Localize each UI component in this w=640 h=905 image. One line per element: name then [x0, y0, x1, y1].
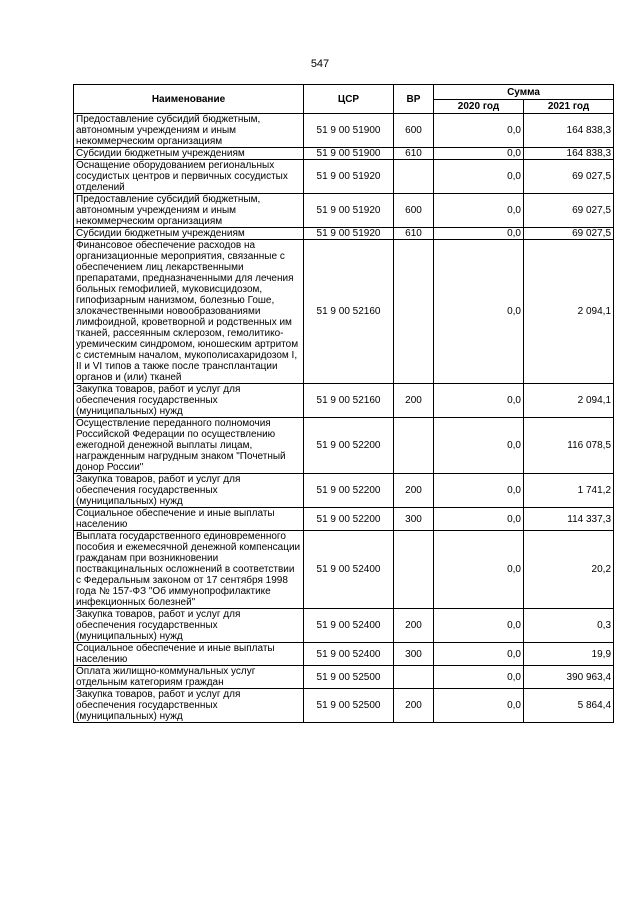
cell-vr: 200 [394, 689, 434, 723]
cell-vr: 200 [394, 474, 434, 508]
table-row [74, 160, 614, 194]
header-name: Наименование [74, 85, 304, 114]
cell-csr: 51 9 00 52200 [304, 474, 394, 508]
header-sum: Сумма [434, 85, 614, 100]
cell-csr: 51 9 00 52160 [304, 384, 394, 418]
table-row [74, 240, 614, 384]
table-row [74, 384, 614, 418]
cell-name: Осуществление переданного полномочия Российской Федерации по осуществлению ежегодной денежной выплаты лицам, награжденным нагрудным знаком "Почетный донор России" [74, 418, 304, 474]
cell-csr: 51 9 00 51900 [304, 148, 394, 160]
cell-vr: 600 [394, 114, 434, 148]
cell-vr: 610 [394, 148, 434, 160]
page-number: 547 [310, 58, 330, 70]
cell-2020: 0,0 [434, 508, 524, 531]
cell-2021: 19,9 [524, 643, 614, 666]
cell-vr: 300 [394, 508, 434, 531]
cell-2020: 0,0 [434, 418, 524, 474]
cell-name: Закупка товаров, работ и услуг для обеспечения государственных (муниципальных) нужд [74, 474, 304, 508]
cell-2021: 164 838,3 [524, 114, 614, 148]
cell-name: Закупка товаров, работ и услуг для обеспечения государственных (муниципальных) нужд [74, 384, 304, 418]
cell-2021: 2 094,1 [524, 240, 614, 384]
cell-csr: 51 9 00 51900 [304, 114, 394, 148]
budget-table [73, 84, 614, 723]
header-csr: ЦСР [304, 85, 394, 114]
table-row [74, 666, 614, 689]
cell-csr: 51 9 00 52400 [304, 531, 394, 609]
table-row [74, 228, 614, 240]
cell-2020: 0,0 [434, 666, 524, 689]
cell-2021: 5 864,4 [524, 689, 614, 723]
cell-csr: 51 9 00 52200 [304, 418, 394, 474]
cell-vr [394, 531, 434, 609]
cell-vr: 200 [394, 609, 434, 643]
cell-vr: 600 [394, 194, 434, 228]
header-vr: ВР [394, 85, 434, 114]
table-row [74, 609, 614, 643]
cell-2020: 0,0 [434, 148, 524, 160]
cell-2021: 0,3 [524, 609, 614, 643]
cell-2021: 164 838,3 [524, 148, 614, 160]
cell-2020: 0,0 [434, 689, 524, 723]
header-2020: 2020 год [434, 100, 524, 114]
cell-name: Финансовое обеспечение расходов на организационные мероприятия, связанные с обеспечением лиц лекарственными препаратами, предназначенными для лечения больных гемофилией, муковисцидозом, гипофизарным нанизмом, болезнью Гоше, злокачественными новообразованиями лимфоидной, кроветворной и родственных им тканей, рассеянным склерозом, гемолитико-уремическим синдромом, юношеским артритом с системным началом, мукополисахаридозом I, II и VI типов а также после трансплантации органов и (или) тканей [74, 240, 304, 384]
cell-name: Оплата жилищно-коммунальных услуг отдельным категориям граждан [74, 666, 304, 689]
cell-name: Социальное обеспечение и иные выплаты населению [74, 643, 304, 666]
cell-csr: 51 9 00 51920 [304, 228, 394, 240]
cell-name: Социальное обеспечение и иные выплаты населению [74, 508, 304, 531]
cell-csr: 51 9 00 51920 [304, 194, 394, 228]
cell-2021: 69 027,5 [524, 228, 614, 240]
cell-2021: 114 337,3 [524, 508, 614, 531]
cell-csr: 51 9 00 52160 [304, 240, 394, 384]
cell-2020: 0,0 [434, 474, 524, 508]
cell-2020: 0,0 [434, 384, 524, 418]
cell-vr: 610 [394, 228, 434, 240]
table-row [74, 474, 614, 508]
header-2021: 2021 год [524, 100, 614, 114]
cell-csr: 51 9 00 51920 [304, 160, 394, 194]
cell-csr: 51 9 00 52200 [304, 508, 394, 531]
cell-name: Выплата государственного единовременного пособия и ежемесячной денежной компенсации гражданам при возникновении поствакцинальных осложнений в соответствии с Федеральным законом от 17 сентября 1998 года № 157-ФЗ "Об иммунопрофилактике инфекционных болезней" [74, 531, 304, 609]
cell-vr [394, 666, 434, 689]
cell-2021: 69 027,5 [524, 194, 614, 228]
table-row [74, 114, 614, 148]
cell-2020: 0,0 [434, 228, 524, 240]
cell-csr: 51 9 00 52500 [304, 666, 394, 689]
table-row [74, 148, 614, 160]
cell-name: Оснащение оборудованием региональных сосудистых центров и первичных сосудистых отделений [74, 160, 304, 194]
table-row [74, 531, 614, 609]
cell-csr: 51 9 00 52400 [304, 643, 394, 666]
cell-name: Субсидии бюджетным учреждениям [74, 148, 304, 160]
table-row [74, 508, 614, 531]
cell-2020: 0,0 [434, 114, 524, 148]
cell-2020: 0,0 [434, 194, 524, 228]
table-row [74, 418, 614, 474]
cell-vr [394, 160, 434, 194]
cell-2021: 20,2 [524, 531, 614, 609]
cell-vr [394, 240, 434, 384]
cell-2021: 69 027,5 [524, 160, 614, 194]
cell-2021: 2 094,1 [524, 384, 614, 418]
table-body [74, 114, 614, 723]
cell-vr: 200 [394, 384, 434, 418]
cell-2020: 0,0 [434, 240, 524, 384]
cell-2020: 0,0 [434, 531, 524, 609]
cell-name: Субсидии бюджетным учреждениям [74, 228, 304, 240]
cell-2021: 1 741,2 [524, 474, 614, 508]
table-row [74, 194, 614, 228]
cell-2021: 116 078,5 [524, 418, 614, 474]
cell-csr: 51 9 00 52400 [304, 609, 394, 643]
cell-2020: 0,0 [434, 609, 524, 643]
cell-csr: 51 9 00 52500 [304, 689, 394, 723]
table-row [74, 689, 614, 723]
cell-name: Предоставление субсидий бюджетным, автономным учреждениям и иным некоммерческим организациям [74, 194, 304, 228]
cell-name: Закупка товаров, работ и услуг для обеспечения государственных (муниципальных) нужд [74, 609, 304, 643]
cell-name: Предоставление субсидий бюджетным, автономным учреждениям и иным некоммерческим организациям [74, 114, 304, 148]
cell-vr: 300 [394, 643, 434, 666]
cell-2020: 0,0 [434, 643, 524, 666]
table-row [74, 643, 614, 666]
cell-name: Закупка товаров, работ и услуг для обеспечения государственных (муниципальных) нужд [74, 689, 304, 723]
cell-vr [394, 418, 434, 474]
cell-2020: 0,0 [434, 160, 524, 194]
cell-2021: 390 963,4 [524, 666, 614, 689]
